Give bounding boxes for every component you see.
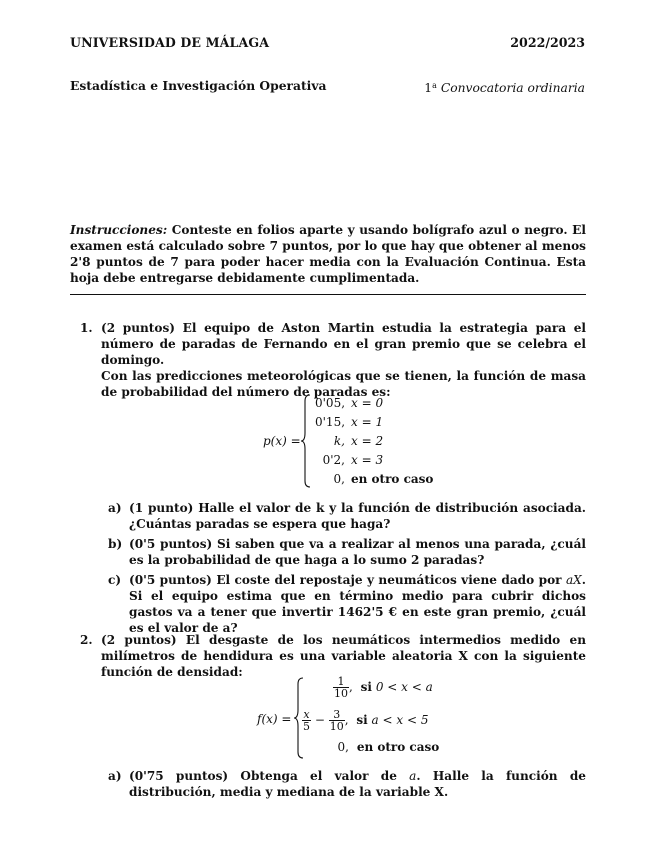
part-text	[129, 768, 586, 800]
pmf-row	[315, 414, 383, 430]
academic-year: 2022/2023	[510, 35, 585, 50]
pdf-condition: en otro caso	[356, 740, 440, 754]
pdf-row: $\frac{1}{10}$ , si 0 < x < a	[334, 675, 433, 700]
part-math: aX	[565, 573, 582, 587]
question-1-part-b	[108, 536, 586, 568]
part-letter: c)	[108, 573, 122, 587]
pdf-cond-prefix: si	[356, 713, 368, 727]
pmf-row	[315, 433, 383, 449]
pmf-condition: x = 3	[351, 453, 384, 467]
pdf-value: 0,	[337, 740, 349, 754]
pmf-value: 0'2,	[322, 453, 345, 467]
part-math: a	[409, 769, 417, 783]
pdf-definition	[257, 676, 497, 760]
part-text-a: (0'5 puntos) El coste del repostaje y neumáticos viene dado por	[129, 573, 562, 587]
part-text	[129, 572, 586, 636]
question-1-text-2: Con las predicciones meteorológicas que se tienen, la función de masa de probabilidad del número de paradas es:	[101, 369, 586, 399]
convocatoria	[424, 78, 585, 96]
course-name: Estadística e Investigación Operativa	[70, 78, 327, 93]
pdf-cond-prefix: si	[360, 680, 372, 694]
pmf-value: k,	[333, 434, 345, 448]
pmf-row	[315, 452, 383, 468]
pmf-row	[315, 395, 383, 411]
part-text: (1 punto) Halle el valor de k y la función de distribución asociada. ¿Cuántas paradas se espera que haga?	[129, 501, 586, 531]
fraction	[329, 709, 345, 732]
pmf-row	[315, 471, 433, 487]
left-brace-icon	[300, 393, 312, 489]
pdf-row	[329, 739, 439, 755]
divider	[70, 294, 586, 295]
question-1-text: (2 puntos) El equipo de Aston Martin estudia la estrategia para el número de paradas de Fernando en el gran premio que se celebra el domingo.	[101, 321, 586, 367]
convocatoria-number: 1	[424, 81, 433, 95]
part-text-a: (0'75 puntos) Obtenga el valor de	[129, 769, 397, 783]
part-letter: b)	[108, 537, 123, 551]
fraction	[333, 676, 349, 699]
question-2-text: (2 puntos) El desgaste de los neumáticos intermedios medido en milímetros de hendidura es una variable aleatoria X con la siguiente función de densidad:	[101, 633, 586, 679]
instructions-text: Conteste en folios aparte y usando bolígrafo azul o negro. El examen está calculado sobre 7 puntos, por lo que hay que obtener al menos 2'8 puntos de 7 para poder hacer media con la Evaluación Continua. Esta hoja debe entregarse debidamente cumplimentada.	[70, 223, 586, 285]
university-name: UNIVERSIDAD DE MÁLAGA	[70, 35, 270, 50]
question-number: 2.	[80, 633, 93, 647]
pmf-condition: x = 0	[351, 396, 384, 410]
part-text-b: . Halle la función de distribución, media y mediana de la variable X.	[129, 769, 586, 799]
convocatoria-superscript: a	[432, 81, 437, 90]
pdf-condition: 0 < x < a	[375, 680, 433, 694]
pdf-row: $\frac{x}{5}$ − $\frac{3}{10}$ , si a < x < 5	[303, 708, 429, 733]
instructions	[70, 222, 586, 286]
fraction	[302, 709, 311, 732]
numerator: x	[303, 708, 310, 721]
denominator: 10	[334, 687, 348, 700]
part-letter: a)	[108, 769, 122, 783]
convocatoria-text: Convocatoria ordinaria	[440, 81, 585, 95]
denominator: 5	[303, 720, 310, 733]
minus-sign: −	[314, 713, 325, 727]
pdf-condition: a < x < 5	[371, 713, 429, 727]
part-text: (0'5 puntos) Si saben que va a realizar al menos una parada, ¿cuál es la probabilidad de que haga a lo sumo 2 paradas?	[129, 537, 586, 567]
pmf-condition: x = 2	[351, 434, 384, 448]
question-1	[80, 320, 586, 400]
question-2-part-a	[108, 768, 586, 800]
question-1-part-c	[108, 572, 586, 636]
denominator: 10	[329, 720, 344, 733]
part-letter: a)	[108, 501, 122, 515]
pmf-condition: en otro caso	[351, 472, 434, 486]
pmf-definition	[263, 393, 483, 489]
pmf-value: 0'15,	[315, 415, 346, 429]
numerator: 1	[337, 675, 345, 688]
question-number: 1.	[80, 321, 93, 335]
numerator: 3	[333, 708, 341, 721]
question-1-part-a	[108, 500, 586, 532]
pmf-value: 0'05,	[315, 396, 346, 410]
pmf-value: 0,	[333, 472, 345, 486]
part-text-b: . Si el equipo estima que en término medio para cubrir dichos gastos va a tener que invertir 1462'5 € en este gran premio, ¿cuál es el valor de a?	[129, 573, 586, 635]
pmf-condition: x = 1	[351, 415, 384, 429]
pmf-lhs: p(x) =	[263, 434, 301, 448]
instructions-label: Instrucciones:	[70, 223, 168, 237]
pdf-lhs: f(x) =	[257, 712, 292, 726]
question-2	[80, 632, 586, 680]
